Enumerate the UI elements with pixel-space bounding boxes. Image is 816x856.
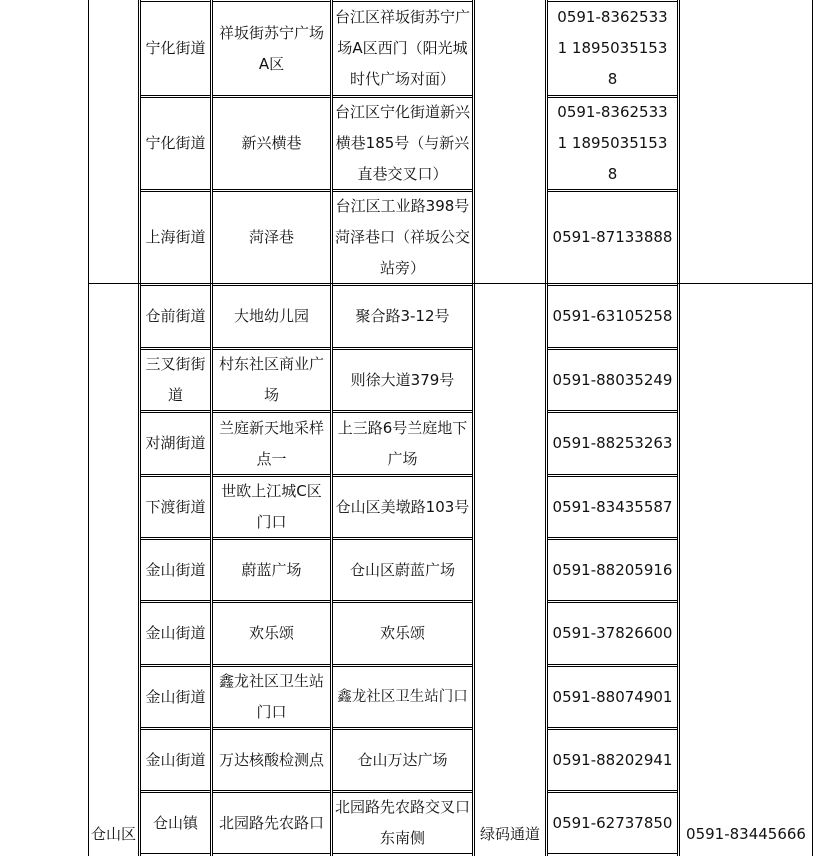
grid-line xyxy=(140,410,210,411)
site-cell-wrap xyxy=(213,477,330,537)
grid-line xyxy=(140,474,210,475)
address-cell: 仓山区美墩路103号 xyxy=(335,497,470,516)
address-cell: 仓山区蔚蓝广场 xyxy=(349,560,455,579)
grid-line xyxy=(547,853,677,854)
table-row xyxy=(141,540,210,600)
address-cell-wrap xyxy=(333,540,472,600)
table-row xyxy=(141,730,210,790)
site-cell-wrap xyxy=(213,286,330,347)
grid-line xyxy=(547,474,677,475)
site-cell: 鑫龙社区卫生站门口 xyxy=(218,672,324,721)
grid-line xyxy=(140,790,210,791)
grid-line xyxy=(212,537,330,538)
site-cell: 大地幼儿园 xyxy=(233,307,309,325)
grid-line xyxy=(332,664,472,665)
address-cell: 台江区工业路398号菏泽巷口（祥坂公交站旁） xyxy=(334,197,470,277)
grid-line xyxy=(212,790,330,791)
grid-line xyxy=(547,664,677,665)
district-cell-wrap xyxy=(89,800,138,854)
address-cell: 鑫龙社区卫生站门口 xyxy=(337,688,468,705)
site-cell: 兰庭新天地采样点一 xyxy=(218,418,324,468)
street-cell: 金山街道 xyxy=(145,750,206,769)
site-cell: 祥坂街苏宁广场A区 xyxy=(218,23,324,73)
grid-line xyxy=(545,0,546,856)
site-cell: 北园路先农路口 xyxy=(218,813,324,832)
street-cell: 仓山镇 xyxy=(152,813,198,832)
grid-line xyxy=(332,189,472,190)
site-cell-wrap xyxy=(213,667,330,727)
street-cell: 对湖街道 xyxy=(145,434,206,452)
phone-cell: 0591-88253263 xyxy=(552,434,673,452)
phone-cell-wrap xyxy=(548,793,677,853)
address-cell-wrap xyxy=(333,730,472,790)
grid-line xyxy=(547,727,677,728)
phone-cell: 0591-88205916 xyxy=(552,560,673,579)
phone-cell-wrap xyxy=(548,603,677,664)
grid-line xyxy=(212,347,330,348)
site-cell-wrap xyxy=(213,603,330,664)
site-cell: 蔚蓝广场 xyxy=(241,560,302,579)
table-row xyxy=(141,286,210,347)
grid-line xyxy=(212,600,330,601)
grid-line xyxy=(212,853,330,854)
grid-line xyxy=(677,0,678,856)
grid-line xyxy=(332,727,472,728)
site-cell: 世欧上江城C区门口 xyxy=(221,482,322,531)
phone-cell: 0591-88035249 xyxy=(552,370,673,389)
site-cell: 新兴横巷 xyxy=(241,134,302,152)
address-cell: 仓山万达广场 xyxy=(357,750,448,769)
address-cell: 欢乐颂 xyxy=(379,624,425,642)
address-cell-wrap xyxy=(333,286,472,347)
address-cell-wrap xyxy=(333,2,472,95)
grid-line xyxy=(140,664,210,665)
grid-line xyxy=(332,600,472,601)
address-cell-wrap xyxy=(333,98,472,189)
address-cell-wrap xyxy=(333,667,472,727)
grid-line xyxy=(547,537,677,538)
grid-line xyxy=(212,664,330,665)
phone-cell: 0591-83625331 18950351538 xyxy=(557,103,668,183)
phone-cell: 0591-88202941 xyxy=(552,750,673,769)
site-cell-wrap xyxy=(213,413,330,474)
table-row xyxy=(141,192,210,283)
table-row xyxy=(141,793,210,853)
grid-line xyxy=(547,790,677,791)
section-divider xyxy=(88,283,813,284)
grid-line xyxy=(332,474,472,475)
site-cell: 万达核酸检测点 xyxy=(218,750,324,769)
site-cell-wrap xyxy=(213,350,330,410)
grid-line xyxy=(212,410,330,411)
grid-line xyxy=(138,0,139,856)
phone-cell: 0591-62737850 xyxy=(552,813,673,832)
grid-line xyxy=(140,853,210,854)
grid-line xyxy=(812,0,813,856)
site-cell: 欢乐颂 xyxy=(248,624,294,642)
phone-cell: 0591-88074901 xyxy=(552,687,673,706)
grid-line xyxy=(547,347,677,348)
table-row xyxy=(141,2,210,95)
street-cell: 宁化街道 xyxy=(145,39,206,57)
table-row xyxy=(141,98,210,189)
table-row xyxy=(141,477,210,537)
site-cell-wrap xyxy=(213,192,330,283)
phone-cell-wrap xyxy=(548,286,677,347)
grid-line xyxy=(547,189,677,190)
grid-line xyxy=(332,790,472,791)
grid-line xyxy=(330,0,331,856)
grid-line xyxy=(332,95,472,96)
phone-cell: 0591-63105258 xyxy=(552,307,673,325)
grid-line xyxy=(679,0,680,856)
grid-line xyxy=(212,474,330,475)
grid-line xyxy=(88,0,89,856)
site-cell-wrap xyxy=(213,540,330,600)
address-cell: 北园路先农路交叉口东南侧 xyxy=(334,798,470,847)
site-cell-wrap xyxy=(213,2,330,95)
table-row xyxy=(141,413,210,474)
street-cell: 仓前街道 xyxy=(145,307,206,325)
street-cell: 金山街道 xyxy=(145,560,206,579)
grid-line xyxy=(547,410,677,411)
phone-cell-wrap xyxy=(548,477,677,537)
grid-line xyxy=(140,600,210,601)
green-code-channel: 绿码通道 xyxy=(479,825,540,843)
channel-cell-wrap xyxy=(475,800,545,854)
grid-line xyxy=(547,600,677,601)
district-cell: 仓山区 xyxy=(90,825,136,843)
site-cell-wrap xyxy=(213,793,330,853)
district-hotline: 0591-83445666 xyxy=(686,825,806,843)
phone-cell-wrap xyxy=(548,350,677,410)
phone-cell: 0591-87133888 xyxy=(552,228,673,246)
phone-cell-wrap xyxy=(548,98,677,189)
grid-line xyxy=(332,537,472,538)
grid-line xyxy=(212,95,330,96)
grid-line xyxy=(332,853,472,854)
address-cell: 台江区宁化街道新兴横巷185号（与新兴直巷交叉口） xyxy=(334,103,470,183)
grid-line xyxy=(474,0,475,856)
address-cell: 聚合路3-12号 xyxy=(355,307,450,325)
site-cell: 村东社区商业广场 xyxy=(218,355,324,404)
phone-cell: 0591-83435587 xyxy=(552,497,673,516)
street-cell: 下渡街道 xyxy=(145,497,206,516)
phone-cell-wrap xyxy=(548,192,677,283)
grid-line xyxy=(140,347,210,348)
phone-cell: 0591-37826600 xyxy=(552,624,673,642)
grid-line xyxy=(210,0,211,856)
address-cell-wrap xyxy=(333,603,472,664)
street-cell: 上海街道 xyxy=(145,228,206,246)
address-cell-wrap xyxy=(333,793,472,853)
grid-line xyxy=(547,95,677,96)
address-cell-wrap xyxy=(333,350,472,410)
address-cell-wrap xyxy=(333,477,472,537)
phone-cell: 0591-83625331 18950351538 xyxy=(557,8,668,88)
grid-line xyxy=(332,410,472,411)
table-row xyxy=(141,350,210,410)
phone-cell-wrap xyxy=(548,540,677,600)
hotline-cell-wrap xyxy=(680,800,812,854)
address-cell: 则徐大道379号 xyxy=(350,370,455,389)
grid-line xyxy=(140,727,210,728)
phone-cell-wrap xyxy=(548,730,677,790)
phone-cell-wrap xyxy=(548,667,677,727)
site-cell: 菏泽巷 xyxy=(248,228,294,246)
grid-line xyxy=(140,189,210,190)
site-cell-wrap xyxy=(213,730,330,790)
phone-cell-wrap xyxy=(548,2,677,95)
grid-line xyxy=(140,95,210,96)
street-cell: 金山街道 xyxy=(145,624,206,642)
grid-line xyxy=(140,537,210,538)
address-cell: 台江区祥坂街苏宁广场A区西门（阳光城时代广场对面） xyxy=(334,8,470,88)
grid-line xyxy=(212,727,330,728)
grid-line xyxy=(332,347,472,348)
phone-cell-wrap xyxy=(548,413,677,474)
street-cell: 三叉街街道 xyxy=(145,355,206,404)
street-cell: 宁化街道 xyxy=(145,134,206,152)
table-row xyxy=(141,603,210,664)
street-cell: 金山街道 xyxy=(145,687,206,706)
address-cell-wrap xyxy=(333,192,472,283)
site-cell-wrap xyxy=(213,98,330,189)
table-row xyxy=(141,667,210,727)
grid-line xyxy=(472,0,473,856)
grid-line xyxy=(212,189,330,190)
address-cell: 上三路6号兰庭地下广场 xyxy=(337,418,468,468)
address-cell-wrap xyxy=(333,413,472,474)
